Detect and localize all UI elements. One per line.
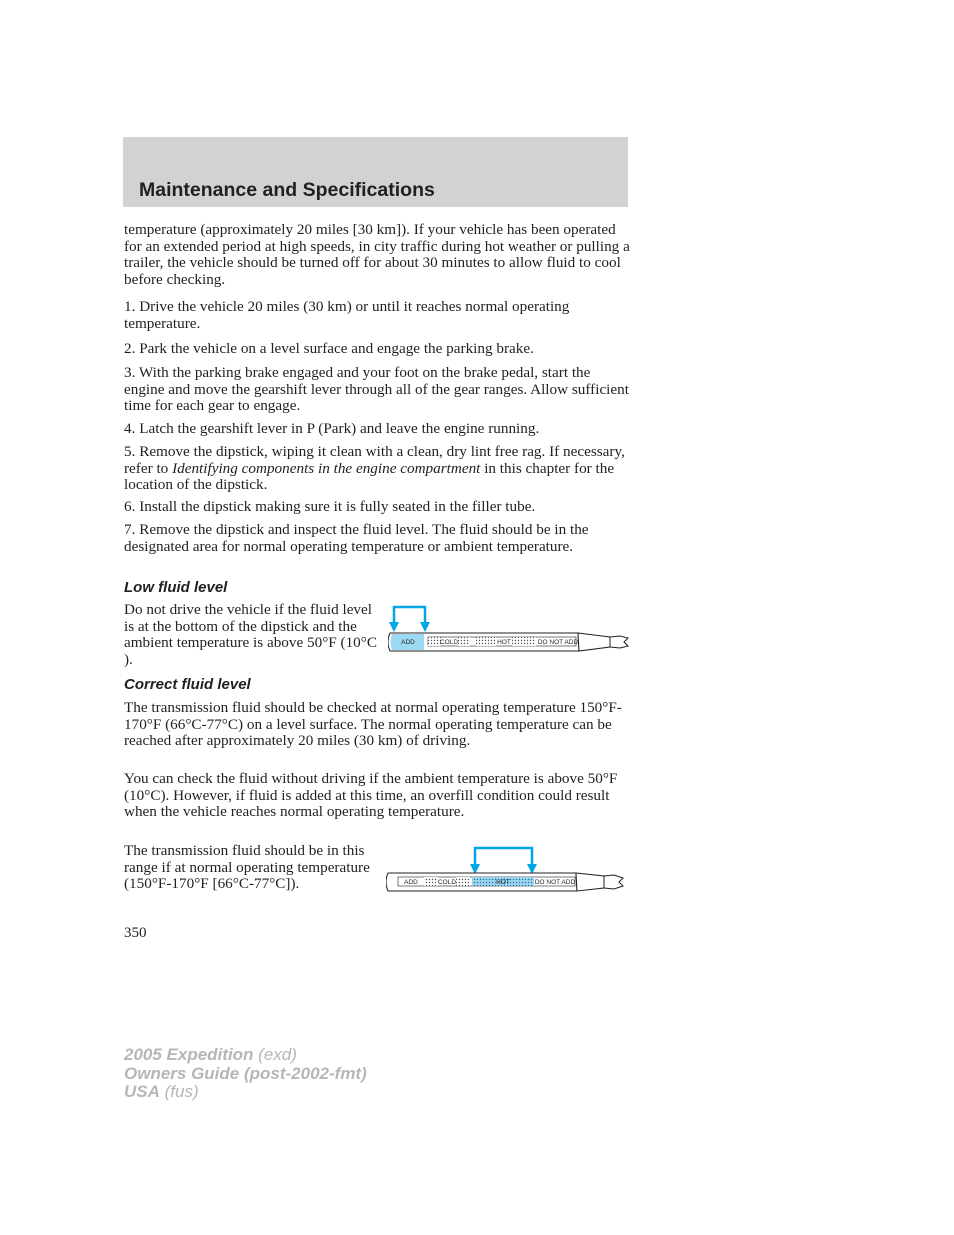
arrow-indicator — [389, 607, 430, 632]
footer-model-code: (exd) — [253, 1045, 297, 1064]
dipstick-label-do-not-add: DO NOT ADD — [534, 879, 576, 886]
low-fluid-text: Do not drive the vehicle if the fluid level is at the bottom of the dipstick and the ambient temperature is above 50°F (10°C ). — [124, 601, 377, 668]
step-7: 7. Remove the dipstick and inspect the fluid level. The fluid should be in the designated area for normal operating temperature or ambient temperature. — [124, 521, 589, 555]
section-header — [123, 137, 628, 207]
dipstick-label-do-not-add: DO NOT ADD — [537, 639, 579, 646]
dipstick-label-cold: COLD — [437, 879, 457, 886]
arrow-indicator — [470, 848, 537, 874]
step-5 — [124, 444, 630, 494]
footer-model: 2005 Expedition — [124, 1045, 254, 1064]
page-number: 350 — [124, 925, 147, 941]
footer-line-2 — [124, 1065, 367, 1084]
dipstick-label-add: ADD — [404, 879, 418, 886]
correct-fluid-text-3: The transmission fluid should be in this range if at normal operating temperature (150°F-170°F [66°C-77°C]). — [124, 842, 370, 893]
dipstick-correct-illustration — [386, 845, 630, 895]
dipstick-label-cold: COLD — [439, 639, 459, 646]
dipstick-label-hot: HOT — [496, 879, 510, 886]
step-4: 4. Latch the gearshift lever in P (Park) and leave the engine running. — [124, 420, 540, 437]
dipstick-label-hot: HOT — [497, 639, 511, 646]
correct-fluid-text-1: The transmission fluid should be checked at normal operating temperature 150°F-170°F (66°C-77°C) on a level surface. The normal operating temperature can be reached after approximately 20 miles (30 km) of driving. — [124, 699, 622, 750]
step-5-text-b: in this chapter for the location of the dipstick. — [124, 459, 615, 494]
low-fluid-heading: Low fluid level — [124, 579, 228, 596]
section-title: Maintenance and Specifications — [139, 179, 435, 201]
correct-fluid-text-2: You can check the fluid without driving if the ambient temperature is above 50°F (10°C). However, if fluid is added at this time, an overfill condition could result when the vehicle reaches normal operating temperature. — [124, 770, 618, 821]
footer-line-3 — [124, 1083, 367, 1102]
document-footer — [124, 1046, 367, 1102]
footer-market-code: (fus) — [159, 1082, 199, 1101]
footer-line-1 — [124, 1046, 367, 1065]
step-1: 1. Drive the vehicle 20 miles (30 km) or until it reaches normal operating temperature. — [124, 298, 570, 332]
step-5-text-a: 5. Remove the dipstick, wiping it clean with a clean, dry lint free rag. If necessary, refer to — [124, 443, 625, 477]
paragraph-intro: temperature (approximately 20 miles [30 km]). If your vehicle has been operated for an extended period at high speeds, in city traffic during hot weather or pulling a trailer, the vehicle should be turned off for about 30 minutes to allow fluid to cool before checking. — [124, 221, 630, 288]
dipstick-low-illustration — [388, 603, 630, 655]
correct-fluid-heading: Correct fluid level — [124, 676, 251, 693]
step-2: 2. Park the vehicle on a level surface and engage the parking brake. — [124, 340, 534, 357]
footer-market: USA — [124, 1082, 160, 1101]
step-3: 3. With the parking brake engaged and your foot on the brake pedal, start the engine and move the gearshift lever through all of the gear ranges. Allow sufficient time for each gear to engage. — [124, 364, 629, 415]
step-6: 6. Install the dipstick making sure it is fully seated in the filler tube. — [124, 498, 536, 515]
dipstick-label-add: ADD — [401, 639, 415, 646]
step-5-reference: Identifying components in the engine compartment — [172, 459, 481, 477]
footer-guide: Owners Guide (post-2002-fmt) — [124, 1063, 367, 1083]
